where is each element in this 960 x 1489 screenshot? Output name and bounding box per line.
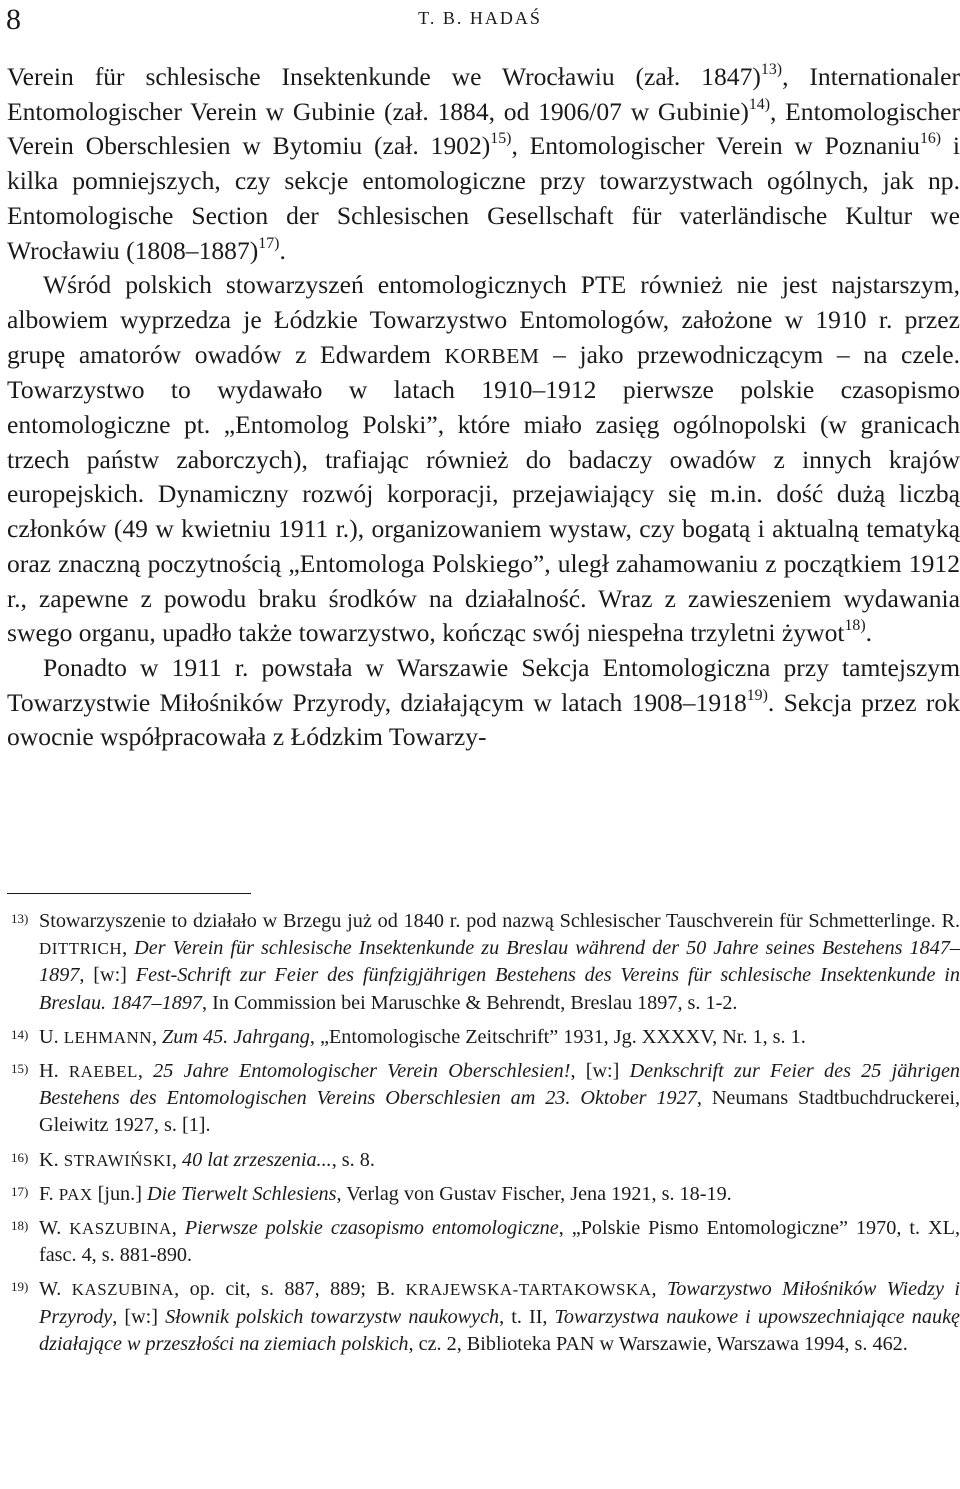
work-title: Zum 45. Jahrgang — [162, 1025, 310, 1048]
text-run: H. — [39, 1060, 69, 1083]
footnote-ref-18[interactable]: 18) — [844, 617, 866, 635]
text-run: , — [171, 1217, 185, 1240]
work-title: Towarzystwa naukowe i upowszechniające naukę działające w przeszłości na ziemiach polskich — [39, 1305, 960, 1355]
text-run: , — [122, 937, 135, 960]
page-number: 8 — [6, 3, 21, 36]
text-run: , [w:] — [79, 964, 136, 987]
text-run: , [w:] — [112, 1305, 166, 1328]
footnote-18 — [7, 1215, 960, 1269]
footnote-14 — [7, 1024, 960, 1051]
author-name: KRAJEWSKA-TARTAKOWSKA — [405, 1280, 652, 1300]
paragraph-1 — [7, 60, 960, 268]
text-run: . — [279, 235, 286, 265]
work-title: Słownik polskich towarzystw naukowych — [165, 1305, 500, 1328]
text-run: , t. II, — [499, 1305, 555, 1328]
text-run: , „Entomologische Zeitschrift” 1931, Jg. XXXXV, Nr. 1, s. 1. — [309, 1025, 806, 1048]
author-name: KASZUBINA — [69, 1219, 172, 1239]
footnote-number: 16) — [11, 1149, 29, 1165]
footnote-13 — [7, 908, 960, 1017]
footnote-ref-15[interactable]: 15) — [490, 130, 512, 148]
text-run: i kilka pomniejszych, czy sekcje entomologiczne przy towarzystwach ogólnych, jak np. Entomologische Section der Schlesischen Gesellschaft für vaterländische Kultur we Wrocławiu (1808–1887) — [7, 131, 960, 265]
text-run: Stowarzyszenie to działało w Brzegu już od 1840 r. pod nazwą Schlesischer Tauschverein für Schmetterlinge. R. — [39, 910, 960, 932]
work-title: Der Verein für schlesische Insektenkunde zu Breslau während der 50 Jahre seines Bestehens 1847–1897 — [39, 937, 960, 987]
person-name: KORBEM — [444, 343, 540, 368]
footnote-ref-14[interactable]: 14) — [748, 95, 771, 113]
text-run: , cz. 2, Biblioteka PAN w Warszawie, Warszawa 1994, s. 462. — [408, 1332, 908, 1355]
author-name: RAEBEL — [68, 1062, 138, 1082]
text-run: , In Commission bei Maruschke & Behrendt, Breslau 1897, s. 1-2. — [202, 991, 738, 1014]
text-run: , [w:] — [570, 1060, 630, 1083]
footnote-19 — [7, 1276, 960, 1358]
footnote-17 — [7, 1181, 960, 1208]
work-title: Die Tierwelt Schlesiens — [146, 1182, 337, 1205]
text-run: K. — [39, 1148, 64, 1171]
author-name: PAX — [58, 1184, 93, 1204]
running-head: T. B. HADAŚ — [418, 8, 542, 28]
author-name: STRAWIŃSKI — [63, 1150, 172, 1170]
footnotes — [7, 908, 960, 1365]
text-run: , — [171, 1148, 182, 1171]
footnote-number: 15) — [11, 1061, 29, 1077]
footnote-16 — [7, 1147, 960, 1174]
text-run: . — [865, 618, 873, 648]
paragraph-2 — [7, 268, 960, 651]
footnote-divider — [7, 893, 251, 894]
footnote-number: 19) — [11, 1279, 29, 1295]
footnote-ref-16[interactable]: 16) — [919, 130, 942, 148]
text-run: Wśród polskich stowarzyszeń entomologicznych PTE również nie jest najstarszym, albowiem wyprzedza je Łódzkie Towarzystwo Entomologów, założone w 1910 r. przez grupę amatorów owadów z Edwardem — [7, 270, 960, 369]
text-run: , Neumans Stadtbuchdruckerei, Gleiwitz 1927, s. [1]. — [39, 1087, 960, 1137]
footnote-ref-17[interactable]: 17) — [258, 234, 280, 252]
work-title: Towarzystwo Miłośników Wiedzy i Przyrody — [39, 1278, 960, 1328]
text-run: W. — [39, 1278, 72, 1301]
text-run: , Internationaler Entomologischer Verein w Gubinie (zał. 1884, od 1906/07 w Gubinie) — [7, 62, 960, 126]
text-run: W. — [39, 1217, 70, 1240]
author-name: DITTRICH — [39, 939, 123, 959]
footnote-number: 18) — [11, 1218, 29, 1234]
text-run: , „Polskie Pismo Entomologiczne” 1970, t. XL, fasc. 4, s. 881-890. — [39, 1217, 960, 1267]
text-run: , s. 8. — [331, 1148, 375, 1171]
text-run: , op. cit, s. 887, 889; B. — [174, 1278, 406, 1301]
text-run: , Entomologischer Verein Oberschlesien w Bytomiu (zał. 1902) — [7, 96, 960, 161]
text-run: , Entomologischer Verein w Poznaniu — [511, 131, 920, 161]
author-name: LEHMANN — [63, 1027, 152, 1047]
work-title: Pierwsze polskie czasopismo entomologiczne — [184, 1217, 559, 1240]
page-header — [0, 0, 960, 42]
text-run: . Sekcja przez rok owocnie współpracowała z Łódzkim Towarzy- — [7, 687, 960, 752]
text-run: – jako przewodniczącym – na czele. Towarzystwo to wydawało w latach 1910–1912 pierwsze polskie czasopismo entomologiczne pt. „Entomolog Polski”, które miało zasięg ogólnopolski (w granicach trzech państw zaborczych), trafiając również do badaczy owadów z innych krajów europejskich. Dynamiczny rozwój korporacji, przejawiający się m.in. dość dużą liczbą członków (49 w kwietniu 1911 r.), organizowaniem wystaw, czy bogatą i aktualną tematyką oraz znaczną poczytnością „Entomologa Polskiego”, uległ zahamowaniu z początkiem 1912 r., zapewne z powodu braku środków na działalność. Wraz z zawieszeniem wydawania swego organu, upadło także towarzystwo, kończąc swój niespełna trzyletni żywot — [7, 339, 960, 648]
text-run: , — [151, 1025, 163, 1048]
author-name: KASZUBINA — [71, 1280, 175, 1300]
text-run: Verein für schlesische Insektenkunde we Wrocławiu (zał. 1847) — [7, 62, 761, 91]
footnote-number: 17) — [11, 1183, 29, 1199]
footnote-ref-13[interactable]: 13) — [760, 60, 783, 78]
footnote-15 — [7, 1058, 960, 1140]
footnote-number: 13) — [11, 911, 29, 926]
footnote-ref-19[interactable]: 19) — [746, 686, 768, 704]
work-title: Fest-Schrift zur Feier des fünfzigjährigen Bestehens des Vereins für schlesische Insektenkunde in Breslau. 1847–1897 — [39, 964, 960, 1014]
work-title: 25 Jahre Entomologischer Verein Oberschlesien! — [153, 1060, 571, 1083]
main-text — [7, 60, 960, 755]
footnote-number: 14) — [11, 1026, 29, 1042]
paragraph-3 — [7, 651, 960, 755]
text-run: U. — [39, 1025, 64, 1048]
text-run: [jun.] — [92, 1182, 147, 1205]
text-run: , — [137, 1060, 154, 1083]
text-run: F. — [39, 1182, 59, 1205]
work-title: Denkschrift zur Feier des 25 jährigen Bestehens des Entomologischen Vereins Oberschlesien am 23. Oktober 1927 — [39, 1060, 960, 1110]
text-run: Ponadto w 1911 r. powstała w Warszawie Sekcja Entomologiczna przy tamtejszym Towarzystwie Miłośników Przyrody, działającym w latach 1908–1918 — [7, 652, 960, 717]
work-title: 40 lat zrzeszenia... — [181, 1148, 332, 1171]
text-run: , — [651, 1278, 667, 1301]
text-run: , Verlag von Gustav Fischer, Jena 1921, s. 18-19. — [336, 1182, 732, 1205]
